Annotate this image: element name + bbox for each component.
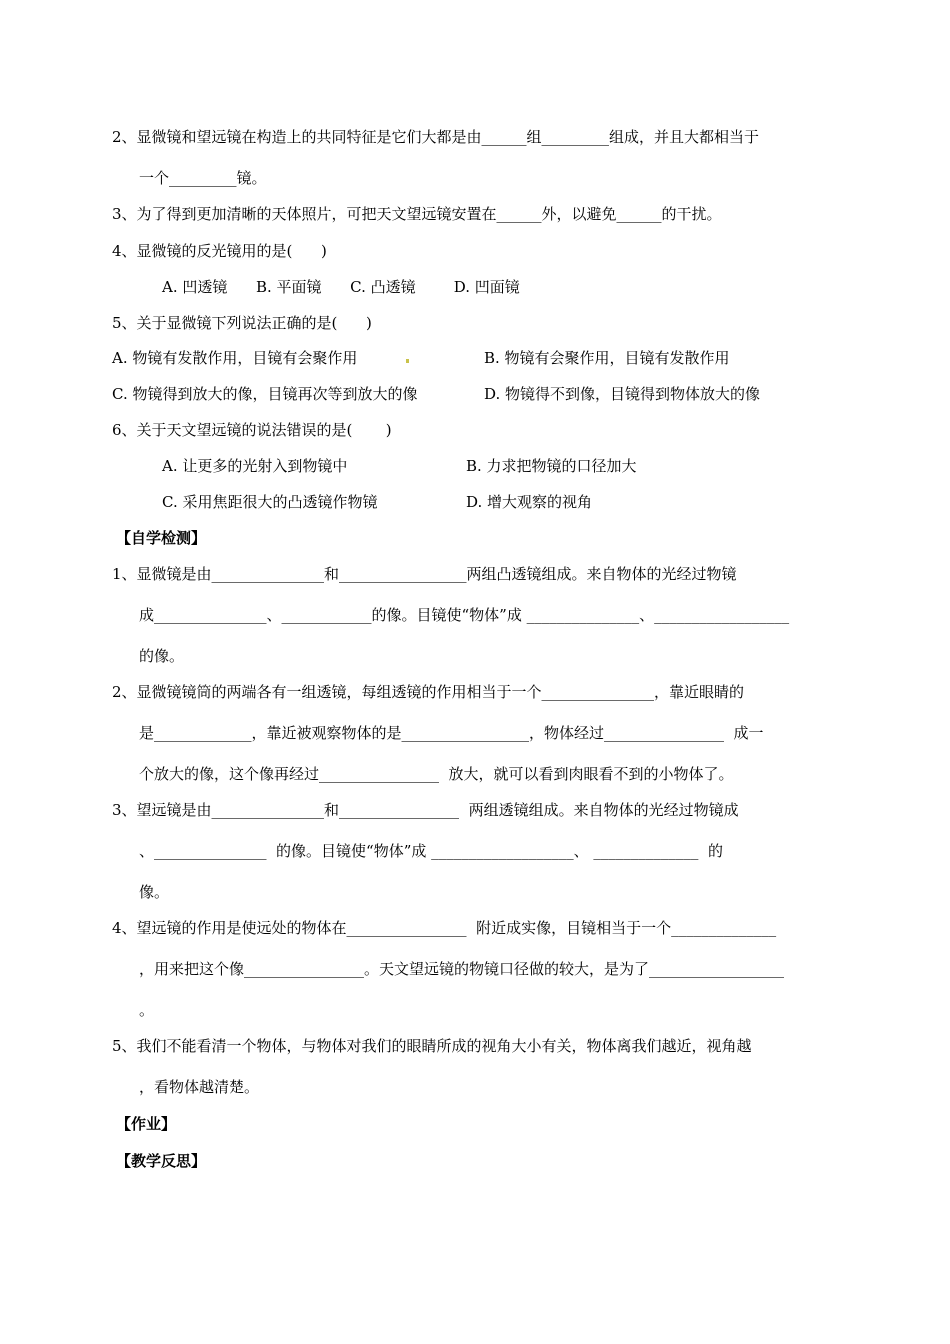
check-5-line-1: 5、我们不能看清一个物体，与物体对我们的眼睛所成的视角大小有关，物体离我们越近，视角越 [112, 1037, 752, 1055]
question-6-option-b: B. 力求把物镜的口径加大 [466, 457, 637, 475]
question-4: 4、显微镜的反光镜用的是( ) [112, 242, 327, 260]
check-3-line-3: 像。 [139, 883, 170, 901]
check-3-line-2: 、_______________ 的像。目镜使“物体”成 ___________________、 ______________ 的 [139, 842, 723, 860]
check-2-line-3: 个放大的像，这个像再经过________________ 放大，就可以看到肉眼看不到的小物体了。 [139, 765, 734, 783]
question-6-option-a: A. 让更多的光射入到物镜中 [162, 457, 348, 475]
question-3: 3、为了得到更加清晰的天体照片，可把天文望远镜安置在______外，以避免______的干扰。 [112, 205, 722, 223]
check-4-line-1: 4、望远镜的作用是使远处的物体在________________ 附近成实像，目镜相当于一个______________ [112, 919, 777, 937]
question-2-line-1: 2、显微镜和望远镜在构造上的共同特征是它们大都是由______组_________组成，并且大都相当于 [112, 128, 760, 146]
question-4-options: A. 凹透镜 B. 平面镜 C. 凸透镜 D. 凹面镜 [162, 278, 520, 296]
check-2-line-1: 2、显微镜镜筒的两端各有一组透镜，每组透镜的作用相当于一个_______________，靠近眼睛的 [112, 683, 745, 701]
question-5: 5、关于显微镜下列说法正确的是( ) [112, 314, 372, 332]
check-5-line-2: ，看物体越清楚。 [139, 1078, 260, 1096]
question-5-option-c: C. 物镜得到放大的像，目镜再次等到放大的像 [112, 385, 418, 403]
question-5-option-a: A. 物镜有发散作用，目镜有会聚作用 [112, 349, 358, 367]
question-5-option-b: B. 物镜有会聚作用，目镜有发散作用 [484, 349, 730, 367]
question-5-option-d: D. 物镜得不到像，目镜得到物体放大的像 [484, 385, 761, 403]
section-heading-self-check: 【自学检测】 [116, 529, 207, 547]
check-1-line-3: 的像。 [139, 647, 185, 665]
question-2-line-2: 一个_________镜。 [139, 169, 267, 187]
check-4-line-2: ，用来把这个像________________。天文望远镜的物镜口径做的较大，是为了__________________ [139, 960, 785, 978]
check-2-line-2: 是_____________，靠近被观察物体的是_________________，物体经过________________ 成一 [139, 724, 764, 742]
section-heading-reflection: 【教学反思】 [116, 1152, 207, 1170]
question-6: 6、关于天文望远镜的说法错误的是( ) [112, 421, 392, 439]
stray-mark [406, 359, 409, 363]
question-6-option-d: D. 增大观察的视角 [466, 493, 593, 511]
check-1-line-2: 成_______________、____________的像。目镜使“物体”成 _______________、__________________ [139, 606, 790, 624]
check-3-line-1: 3、望远镜是由_______________和________________ 两组透镜组成。来自物体的光经过物镜成 [112, 801, 739, 819]
check-4-line-3: 。 [139, 1001, 155, 1019]
question-6-option-c: C. 采用焦距很大的凸透镜作物镜 [162, 493, 378, 511]
check-1-line-1: 1、显微镜是由_______________和_________________两组凸透镜组成。来自物体的光经过物镜 [112, 565, 737, 583]
section-heading-homework: 【作业】 [116, 1115, 177, 1133]
